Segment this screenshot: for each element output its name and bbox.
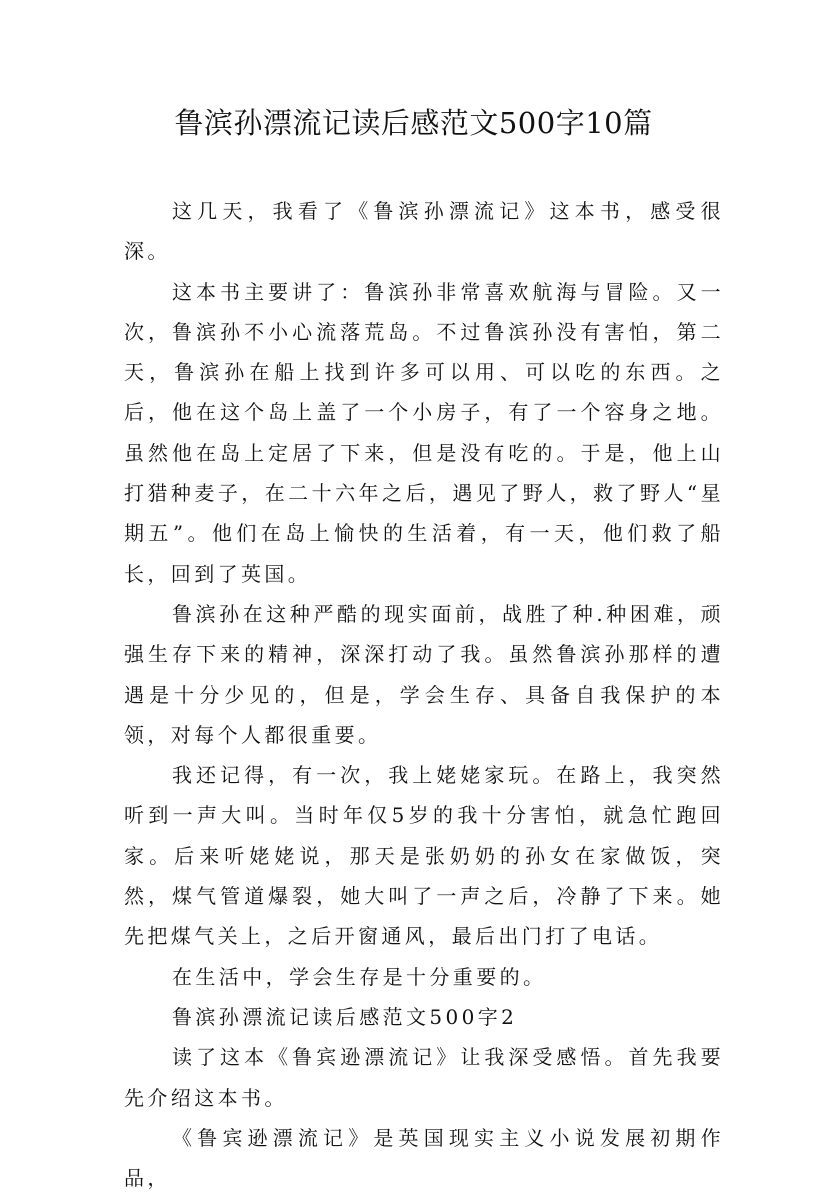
document-body xyxy=(124,191,724,1198)
paragraph: 这本书主要讲了：鲁滨孙非常喜欢航海与冒险。又一次，鲁滨孙不小心流落荒岛。不过鲁滨孙没有害怕，第二天，鲁滨孙在船上找到许多可以用、可以吃的东西。之后，他在这个岛上盖了一个小房子，有了一个容身之地。虽然他在岛上定居了下来，但是没有吃的。于是，他上山打猎种麦子，在二十六年之后，遇见了野人，救了野人“星期五”。他们在岛上愉快的生活着，有一天，他们救了船长，回到了英国。 xyxy=(124,279,724,586)
section-heading: 鲁滨孙漂流记读后感范文500字2 xyxy=(172,1004,518,1029)
paragraph: 《鲁宾逊漂流记》是英国现实主义小说发展初期作品， xyxy=(124,1125,724,1191)
paragraph: 这几天，我看了《鲁滨孙漂流记》这本书，感受很深。 xyxy=(124,199,724,264)
paragraph: 读了这本《鲁宾逊漂流记》让我深受感悟。首先我要先介绍这本书。 xyxy=(124,1045,724,1110)
paragraph: 我还记得，有一次，我上姥姥家玩。在路上，我突然听到一声大叫。当时年仅5岁的我十分害怕，就急忙跑回家。后来听姥姥说，那天是张奶奶的孙女在家做饭，突然，煤气管道爆裂，她大叫了一声之后，冷静了下来。她先把煤气关上，之后开窗通风，最后出门打了电话。 xyxy=(124,763,724,949)
paragraph: 鲁滨孙在这种严酷的现实面前，战胜了种.种困难，顽强生存下来的精神，深深打动了我。虽然鲁滨孙那样的遭遇是十分少见的，但是，学会生存、具备自我保护的本领，对每个人都很重要。 xyxy=(124,601,724,747)
document-title: 鲁滨孙漂流记读后感范文500字10篇 xyxy=(174,106,653,140)
paragraph: 在生活中，学会生存是十分重要的。 xyxy=(172,964,547,989)
